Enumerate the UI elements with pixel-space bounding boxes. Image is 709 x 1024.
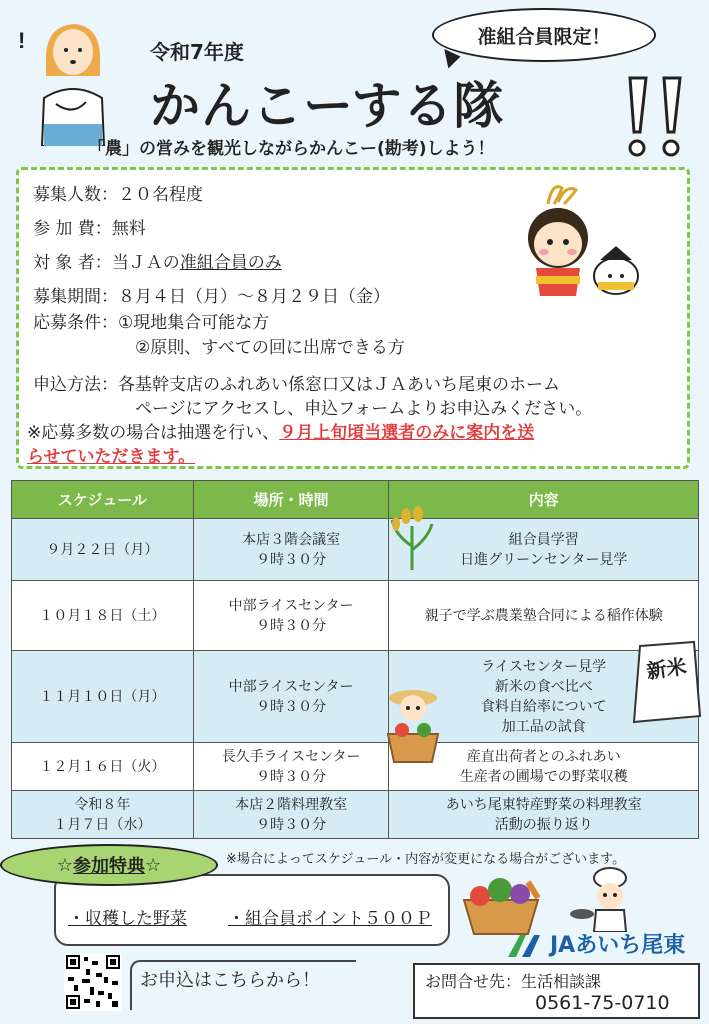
row-date: １１月１０日（月） bbox=[12, 651, 194, 743]
lottery-note bbox=[27, 418, 534, 443]
fee-value: 無料 bbox=[111, 219, 146, 239]
exclamation-marks-icon bbox=[620, 74, 692, 164]
row-place: 長久手ライスセンター ９時３０分 bbox=[193, 743, 389, 791]
table-row bbox=[12, 651, 699, 743]
header-place-time: 場所・時間 bbox=[193, 481, 389, 519]
contact-box bbox=[413, 963, 700, 1019]
row-content: 産直出荷者とのふれあい 生産者の圃場での野菜収穫 bbox=[389, 743, 699, 791]
star-right-icon: ☆ bbox=[145, 854, 162, 876]
header-schedule: スケジュール bbox=[12, 481, 194, 519]
row-date: ９月２２日（月） bbox=[12, 519, 194, 581]
method-row bbox=[33, 370, 560, 395]
table-row bbox=[12, 519, 699, 581]
fee-label: 参 加 費： bbox=[33, 219, 112, 239]
svg-text:新米: 新米 bbox=[644, 654, 688, 684]
note-emphasis-2: らせていただきます。 bbox=[27, 447, 196, 467]
perks-title bbox=[0, 844, 218, 886]
contact-label: お問合せ先：生活相談課 bbox=[425, 972, 602, 991]
header-content: 内容 bbox=[389, 481, 699, 519]
mascot-characters-illustration bbox=[518, 180, 648, 300]
row-content: 親子で学ぶ農業塾合同による稲作体験 bbox=[389, 581, 699, 651]
period-value: ８月４日（月）～８月２９日（金） bbox=[118, 287, 390, 307]
perk-points: ・組合員ポイント５００Ｐ bbox=[228, 909, 432, 929]
row-date: １２月１６日（火） bbox=[12, 743, 194, 791]
row-content: 組合員学習 日進グリーンセンター見学 bbox=[389, 519, 699, 581]
method-line-2: ページにアクセスし、申込フォームよりお申込みください。 bbox=[135, 399, 593, 419]
target-prefix: 当ＪＡの bbox=[111, 253, 180, 273]
row-date: １０月１８日（土） bbox=[12, 581, 194, 651]
method-line-1: 各基幹支店のふれあい係窓口又はＪＡあいち尾東のホーム bbox=[118, 375, 560, 395]
capacity-row bbox=[33, 180, 203, 205]
target-row bbox=[33, 248, 282, 273]
table-row bbox=[12, 791, 699, 839]
condition-1: ①現地集合可能な方 bbox=[118, 313, 270, 333]
schedule-header-row bbox=[12, 481, 699, 519]
row-place: 本店２階料理教室 ９時３０分 bbox=[193, 791, 389, 839]
ja-mark-icon bbox=[506, 929, 546, 959]
conditions-row bbox=[33, 308, 269, 333]
table-row bbox=[12, 743, 699, 791]
ja-logo bbox=[506, 928, 685, 959]
vegetable-basket-illustration bbox=[458, 872, 544, 936]
note-emphasis-1: ９月上旬頃当選者のみに案内を送 bbox=[279, 423, 535, 443]
farmer-vegetables-illustration bbox=[384, 684, 442, 764]
fee-row bbox=[33, 214, 146, 239]
apply-text: お申込はこちらから！ bbox=[140, 970, 320, 991]
conditions-label: 応募条件： bbox=[33, 313, 118, 333]
svg-text:!: ! bbox=[18, 28, 26, 53]
capacity-value: ２０名程度 bbox=[118, 185, 203, 205]
condition-2: ②原則、すべての回に出席できる方 bbox=[135, 338, 405, 358]
rice-plant-icon bbox=[386, 506, 440, 570]
row-place: 本店３階会議室 ９時３０分 bbox=[193, 519, 389, 581]
fiscal-year: 令和7年度 bbox=[150, 40, 244, 64]
method-label: 申込方法： bbox=[33, 375, 118, 395]
row-content: あいち尾東特産野菜の料理教室 活動の振り返り bbox=[389, 791, 699, 839]
table-row bbox=[12, 581, 699, 651]
row-place: 中部ライスセンター ９時３０分 bbox=[193, 651, 389, 743]
logo-text: JAあいち尾東 bbox=[550, 933, 686, 958]
star-left-icon: ☆ bbox=[56, 854, 73, 876]
page-title: かんこーする隊 bbox=[150, 77, 505, 135]
note-prefix: ※応募多数の場合は抽選を行い、 bbox=[27, 423, 280, 443]
new-rice-bag-icon bbox=[628, 640, 704, 724]
perks-title-text: 参加特典 bbox=[73, 856, 145, 877]
qr-code[interactable] bbox=[64, 953, 122, 1011]
target-label: 対 象 者： bbox=[33, 253, 112, 273]
perk-vegetables: ・収穫した野菜 bbox=[68, 909, 187, 929]
schedule-table bbox=[11, 480, 699, 839]
subtitle: 「農」の営みを観光しながらかんこー(勘考)しよう！ bbox=[88, 139, 495, 159]
contact-phone: 0561-75-0710 bbox=[535, 992, 670, 1014]
period-row bbox=[33, 282, 390, 307]
period-label: 募集期間： bbox=[33, 287, 118, 307]
row-place: 中部ライスセンター ９時３０分 bbox=[193, 581, 389, 651]
schedule-footnote: ※場合によってスケジュール・内容が変更になる場合がございます。 bbox=[226, 852, 626, 867]
chef-illustration bbox=[570, 866, 640, 932]
row-date: 令和８年 １月７日（水） bbox=[12, 791, 194, 839]
thinking-woman-illustration bbox=[16, 6, 112, 146]
capacity-label: 募集人数： bbox=[33, 185, 118, 205]
lottery-note-line-2 bbox=[27, 442, 195, 467]
limited-bubble: 准組合員限定！ bbox=[432, 8, 656, 62]
target-emphasis: 准組合員のみ bbox=[179, 253, 282, 273]
row-content: ライスセンター見学 新米の食べ比べ 食料自給率について 加工品の試食 bbox=[389, 651, 699, 743]
